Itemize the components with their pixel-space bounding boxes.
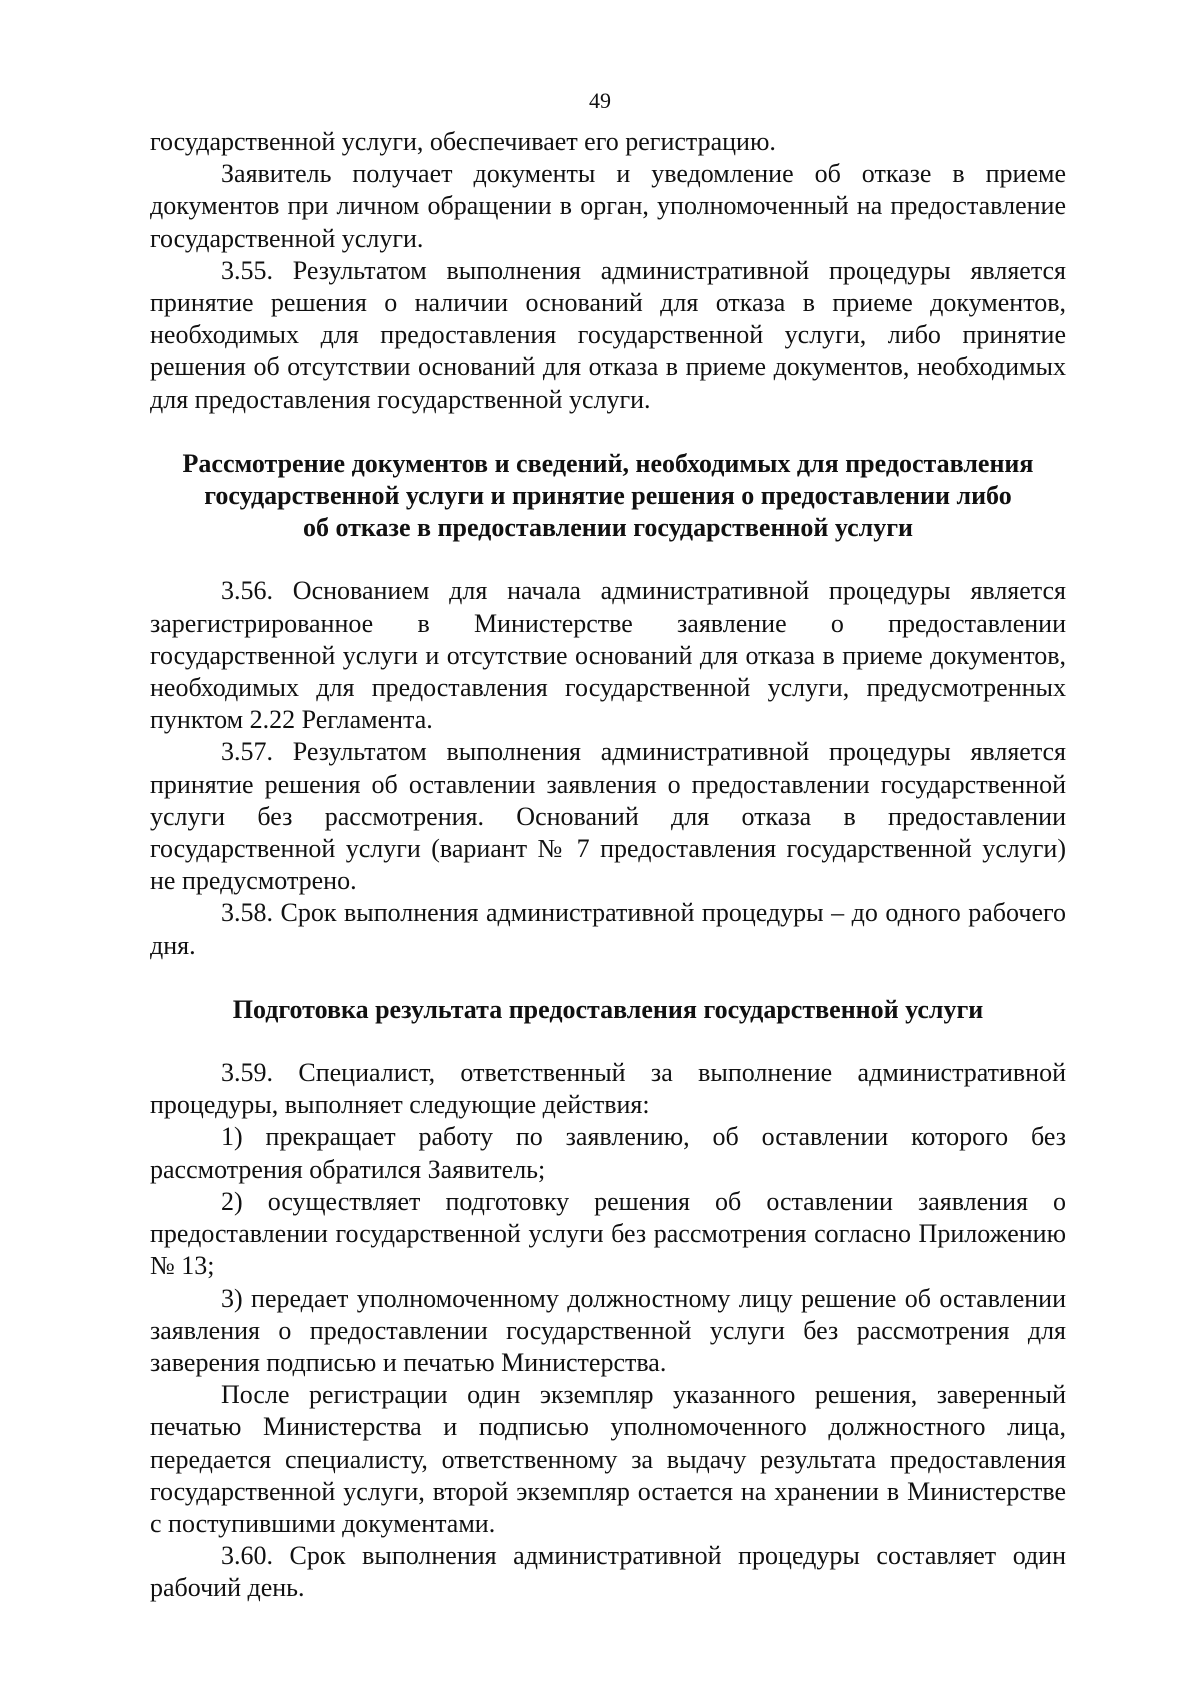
section-heading-line: об отказе в предоставлении государственной услуги xyxy=(302,513,913,543)
spacer xyxy=(150,1026,1066,1057)
spacer xyxy=(150,416,1066,448)
list-item: 2) осуществляет подготовку решения об оставлении заявления о предоставлении государственной услуги без рассмотрения согласно Приложению № 13; xyxy=(150,1186,1066,1281)
paragraph: После регистрации один экземпляр указанного решения, заверенный печатью Министерства и подписью уполномоченного должностного лица, передается специалисту, ответственному за выдачу результата предоставления государственной услуги, второй экземпляр остается на хранении в Министерстве с поступившими документами. xyxy=(150,1380,1066,1538)
spacer xyxy=(150,962,1066,994)
section-heading-line: Рассмотрение документов и сведений, необходимых для предоставления xyxy=(182,448,1034,478)
paragraph: 3.56. Основанием для начала административной процедуры является зарегистрированное в Министерстве заявление о предоставлении государственной услуги и отсутствие оснований для отказа в приеме документов, необходимых для предоставления государственной услуги, предусмотренных пунктом 2.22 Регламента. xyxy=(150,576,1066,735)
page-number: 49 xyxy=(589,88,611,113)
paragraph: 3.58. Срок выполнения административной процедуры – до одного рабочего дня. xyxy=(150,898,1066,960)
spacer xyxy=(150,544,1066,575)
section-heading-line: государственной услуги и принятие решения о предоставлении либо xyxy=(204,481,1012,511)
paragraph: 3.55. Результатом выполнения административной процедуры является принятие решения о наличии оснований для отказа в приеме документов, необходимых для предоставления государственной услуги, либо принятие решения об отсутствии оснований для отказа в приеме документов, необходимых для предоставления государственной услуги. xyxy=(150,255,1066,414)
section-heading: Подготовка результата предоставления государственной услуги xyxy=(232,994,984,1024)
paragraph: государственной услуги, обеспечивает его регистрацию. xyxy=(150,127,776,156)
paragraph: 3.60. Срок выполнения административной процедуры составляет один рабочий день. xyxy=(150,1541,1066,1603)
document-body xyxy=(150,126,1066,1605)
section-heading xyxy=(150,448,1066,545)
paragraph: 3.59. Специалист, ответственный за выполнение административной процедуры, выполняет следующие действия: xyxy=(150,1058,1066,1120)
list-item: 3) передает уполномоченному должностному лицу решение об оставлении заявления о предоставлении государственной услуги без рассмотрения для заверения подписью и печатью Министерства. xyxy=(150,1283,1066,1377)
list-item: 1) прекращает работу по заявлению, об оставлении которого без рассмотрения обратился Заявитель; xyxy=(150,1122,1066,1184)
paragraph: 3.57. Результатом выполнения административной процедуры является принятие решения об оставлении заявления о предоставлении государственной услуги без рассмотрения. Оснований для отказа в предоставлении государственной услуги (вариант № 7 предоставления государственной услуги) не предусмотрено. xyxy=(150,737,1066,896)
paragraph: Заявитель получает документы и уведомление об отказе в приеме документов при личном обращении в орган, уполномоченный на предоставление государственной услуги. xyxy=(150,159,1066,253)
